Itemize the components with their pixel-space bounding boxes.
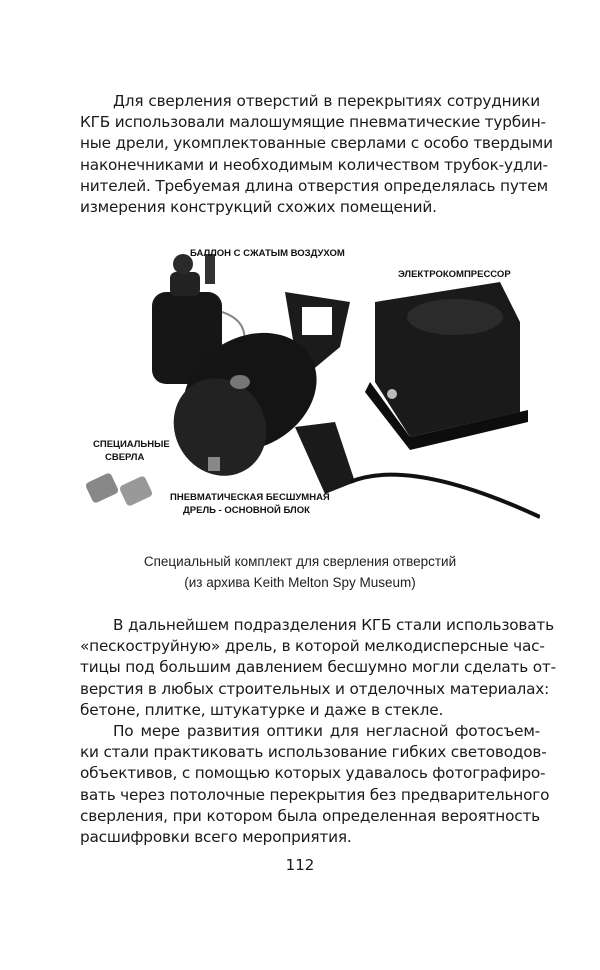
text-line: измерения конструкций схожих помещений. xyxy=(80,198,437,217)
text-line: КГБ использовали малошумящие пневматические турбин- xyxy=(80,113,546,132)
text-line: сверления, при котором была определенная вероятность xyxy=(80,806,540,825)
text-line: объективов, с помощью которых удавалось фотографиро- xyxy=(80,764,546,783)
paragraph-sandblast xyxy=(80,615,556,848)
text-line: тицы под большим давлением бесшумно могли сделать от- xyxy=(80,658,556,677)
text-line: ные дрели, укомплектованные сверлами с особо твердыми xyxy=(80,134,553,153)
text-line: вать через потолочные перекрытия без предварительного xyxy=(80,785,550,804)
label-pneumatic-drill-2: ДРЕЛЬ - ОСНОВНОЙ БЛОК xyxy=(183,505,310,516)
text-line: верстия в любых строительных и отделочных материалах: xyxy=(80,679,550,698)
text-line: бетоне, плитке, штукатурке и даже в стекле. xyxy=(80,700,444,719)
text-line: «пескоструйную» дрель, в которой мелкодисперсные час- xyxy=(80,637,545,656)
label-special-drills-1: СПЕЦИАЛЬНЫЕ xyxy=(93,439,170,450)
text-line: В дальнейшем подразделения КГБ стали использовать xyxy=(113,616,554,634)
text-line: расшифровки всего мероприятия. xyxy=(80,828,352,847)
label-compressor: ЭЛЕКТРОКОМПРЕССОР xyxy=(398,269,511,280)
text-line: По мере развития оптики для негласной фотосъем- xyxy=(113,722,540,741)
label-special-drills-2: СВЕРЛА xyxy=(105,452,145,463)
drill-kit-image xyxy=(80,232,540,526)
label-pneumatic-drill-1: ПНЕВМАТИЧЕСКАЯ БЕСШУМНАЯ xyxy=(170,492,330,503)
paragraph-drilling xyxy=(80,91,553,218)
figure-caption-line-1: Специальный комплект для сверления отверстий xyxy=(143,554,457,569)
text-line: Для сверления отверстий в перекрытиях сотрудники xyxy=(113,92,540,110)
text-line: нителей. Требуемая длина отверстия определялась путем xyxy=(80,176,548,195)
text-line: наконечниками и необходимым количеством трубок-удли- xyxy=(80,155,548,174)
figure-drill-kit-photo xyxy=(80,232,540,526)
text-line: ки стали практиковать использование гибких световодов- xyxy=(80,743,547,762)
label-air-cylinder: БАЛЛОН С СЖАТЫМ ВОЗДУХОМ xyxy=(190,248,345,259)
figure-caption-line-2: (из архива Keith Melton Spy Museum) xyxy=(184,575,416,590)
page-number: 112 xyxy=(285,856,315,874)
